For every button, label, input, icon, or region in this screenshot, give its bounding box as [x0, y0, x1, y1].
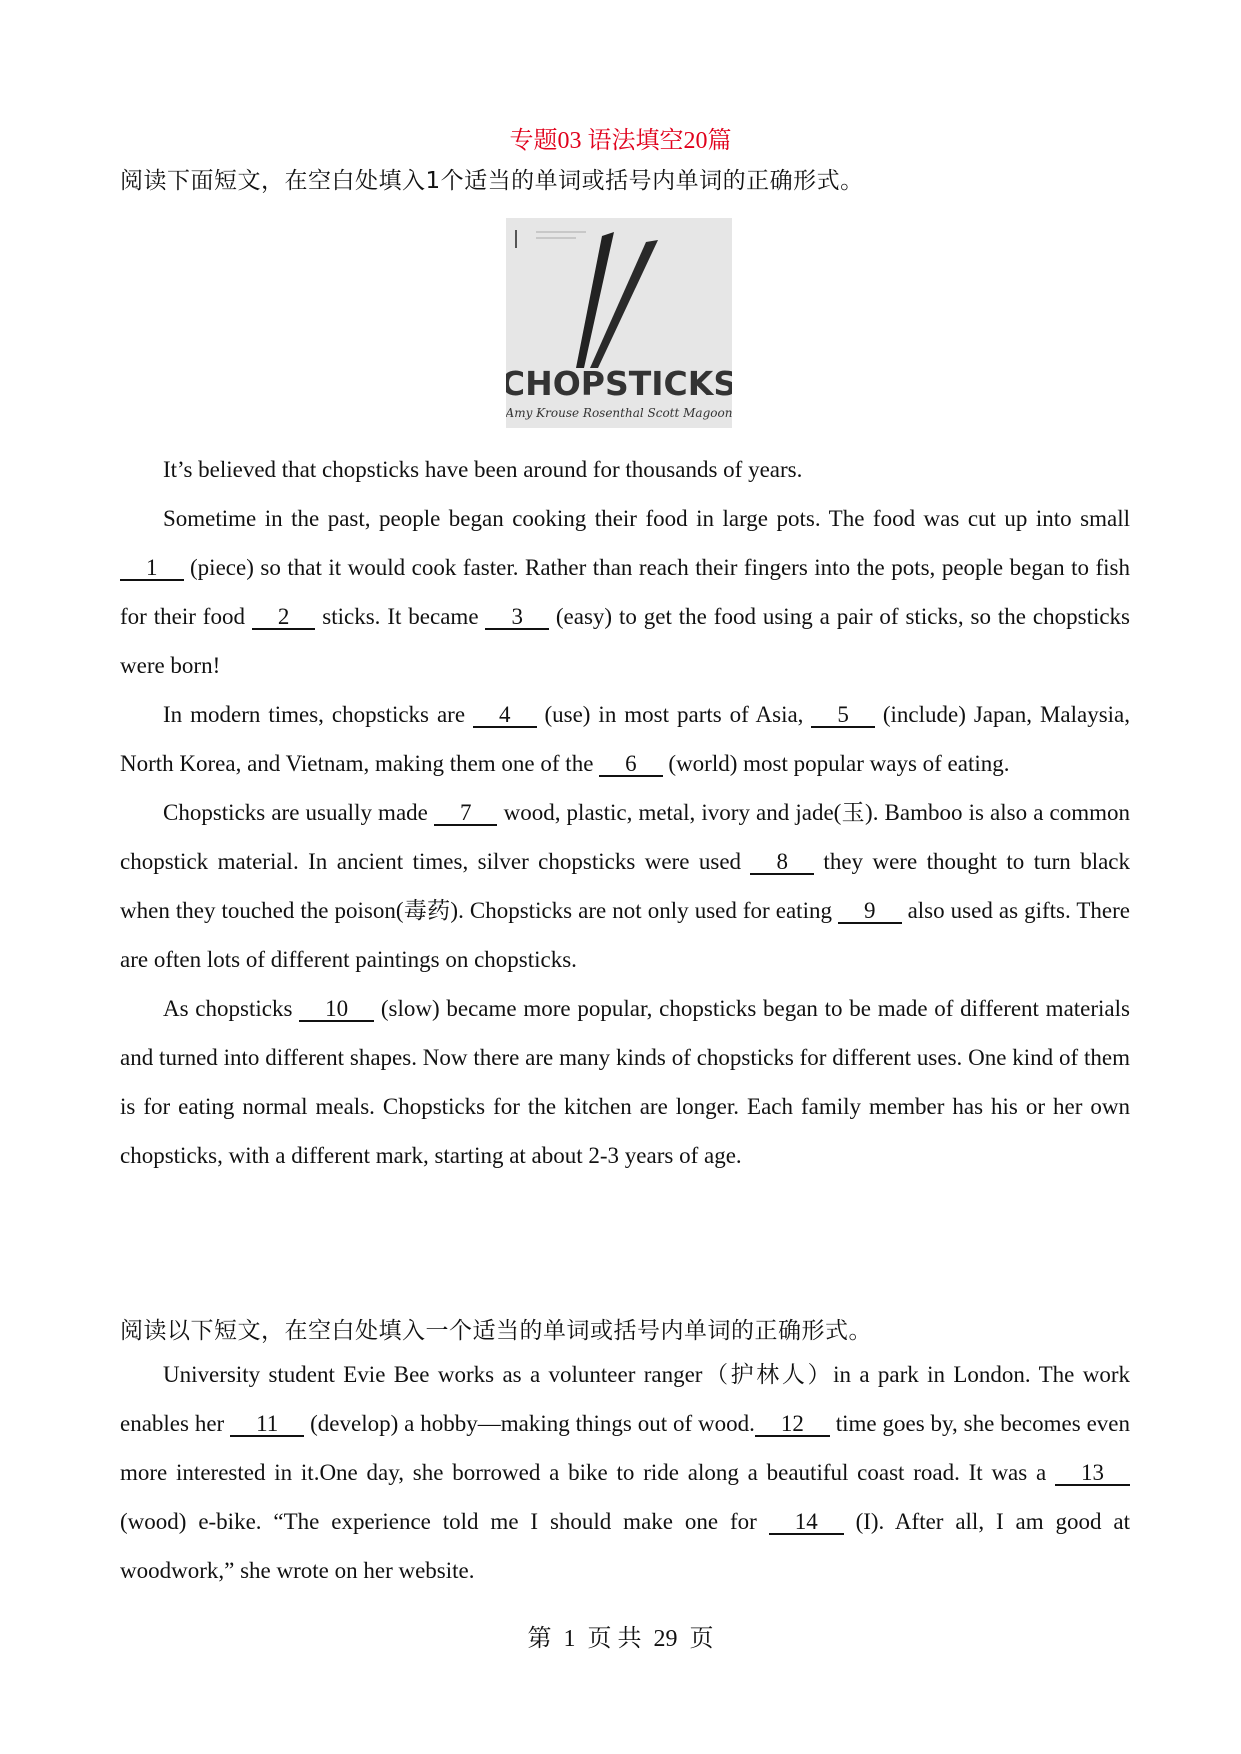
footer-prefix: 第 [527, 1626, 552, 1652]
section1-instruction: 阅读下面短文，在空白处填入1个适当的单词或括号内单词的正确形式。 [120, 168, 864, 194]
blank-5[interactable]: 5 [811, 704, 875, 728]
page-footer [0, 1618, 1241, 1653]
blank-11[interactable]: 11 [230, 1413, 304, 1437]
blank-8[interactable]: 8 [750, 851, 814, 875]
footer-page-number: 1 [563, 1626, 576, 1652]
blank-6[interactable]: 6 [599, 753, 663, 777]
paragraph-1: It’s believed that chopsticks have been around for thousands of years. [163, 457, 803, 482]
blank-7[interactable]: 7 [434, 802, 498, 826]
paragraph-5: As chopsticks 10 (slow) became more popular, chopsticks began to be made of different materials and turned into different shapes. Now there are many kinds of chopsticks for different uses. One kind of them is for eating normal meals. Chopsticks for the kitchen are longer. Each family member has his or her own chopsticks, with a different mark, starting at about 2-3 years of age. [120, 996, 1130, 1168]
page-title: 专题03 语法填空20篇 [509, 128, 732, 154]
blank-9[interactable]: 9 [838, 900, 902, 924]
passage-1 [120, 445, 1130, 1180]
passage-2 [120, 1350, 1130, 1595]
cover-authors-text: Amy Krouse Rosenthal Scott Magoon [506, 406, 732, 420]
chopsticks-illustration [506, 218, 732, 428]
blank-2[interactable]: 2 [252, 606, 316, 630]
blank-4[interactable]: 4 [473, 704, 537, 728]
blank-14[interactable]: 14 [769, 1511, 844, 1535]
blank-3[interactable]: 3 [485, 606, 549, 630]
paragraph-6: University student Evie Bee works as a volunteer ranger（护林人）in a park in London. The work enables her 11 (develop) a hobby—making things out of wood. 12 time goes by, she becomes even more interested in it.One day, she borrowed a bike to ride along a beautiful coast road. It was a 13 (wood) e-bike. “The experience told me I should make one for 14 (I). After all, I am good at woodwork,” she wrote on her website. [120, 1362, 1130, 1583]
blank-1[interactable]: 1 [120, 557, 184, 581]
cover-title-text: CHOPSTICKS [506, 364, 732, 403]
section2-instruction: 阅读以下短文，在空白处填入一个适当的单词或括号内单词的正确形式。 [120, 1318, 872, 1344]
blank-13[interactable]: 13 [1055, 1462, 1130, 1486]
chopsticks-book-cover-image [506, 218, 732, 428]
footer-suffix: 页 [689, 1626, 714, 1652]
footer-middle: 页 共 [587, 1626, 642, 1652]
blank-12[interactable]: 12 [755, 1413, 830, 1437]
blank-10[interactable]: 10 [299, 998, 374, 1022]
paragraph-4: Chopsticks are usually made 7 wood, plastic, metal, ivory and jade(玉). Bamboo is also a common chopstick material. In ancient times, silver chopsticks were used 8 they were thought to turn black when they touched the poison(毒药). Chopsticks are not only used for eating 9 also used as gifts. There are often lots of different paintings on chopsticks. [120, 800, 1131, 972]
footer-total-pages: 29 [653, 1626, 678, 1652]
paragraph-2: Sometime in the past, people began cooking their food in large pots. The food was cut up into small 1 (piece) so that it would cook faster. Rather than reach their fingers into the pots, people began to fish for their food 2 sticks. It became 3 (easy) to get the food using a pair of sticks, so the chopsticks were born! [120, 506, 1131, 678]
paragraph-3: In modern times, chopsticks are 4 (use) in most parts of Asia, 5 (include) Japan, Malaysia, North Korea, and Vietnam, making them one of the 6 (world) most popular ways of eating. [120, 702, 1130, 776]
